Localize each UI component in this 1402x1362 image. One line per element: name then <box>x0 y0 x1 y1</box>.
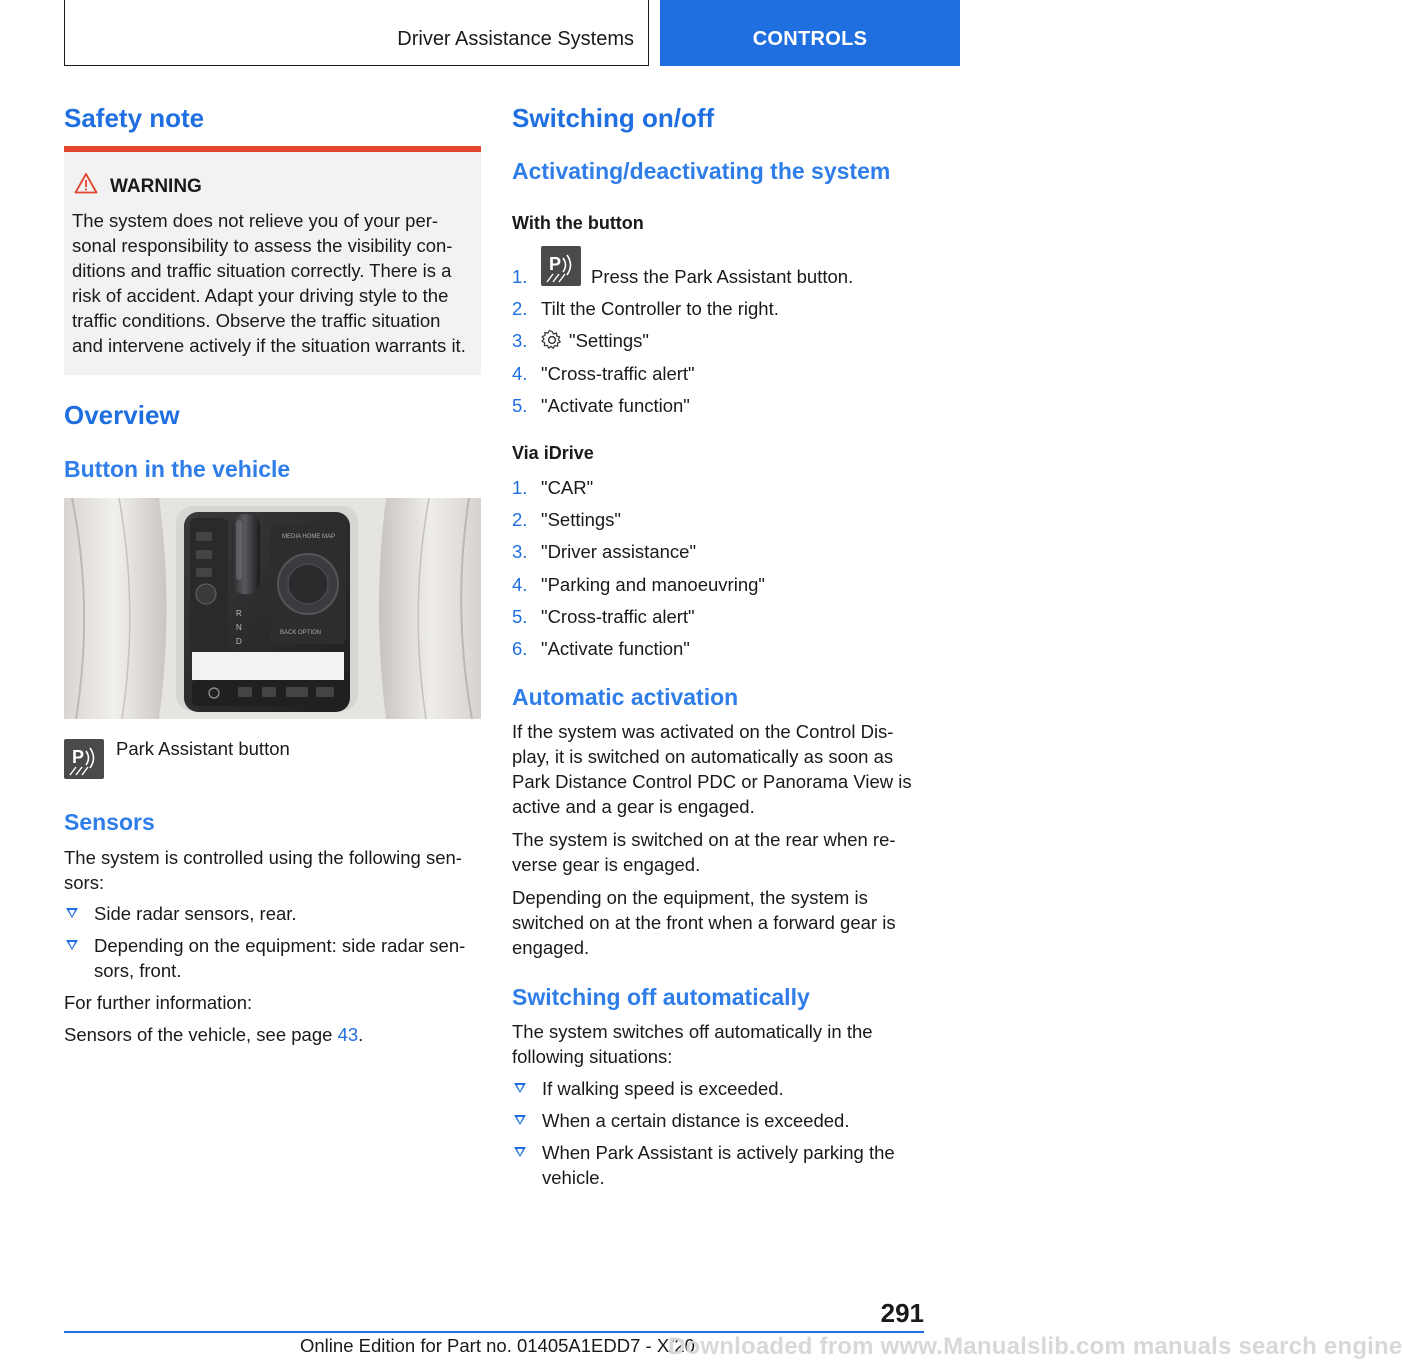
text-line: verse gear is engaged. <box>512 854 701 875</box>
header-chapter-tab[interactable] <box>660 0 960 66</box>
header-section-title: Driver Assistance Systems <box>397 28 634 50</box>
step-text: "Cross-traffic alert" <box>541 362 695 384</box>
svg-text:P: P <box>549 254 562 274</box>
list-item-text: vehicle. <box>542 1167 605 1188</box>
list-item-text: Depending on the equipment: side radar sen- <box>94 935 466 956</box>
step-number: 3. <box>512 541 528 563</box>
with-button-subheading: With the button <box>512 213 644 233</box>
list-item-text: sors, front. <box>94 960 182 981</box>
further-info: For further information: <box>64 992 253 1013</box>
activating-heading: Activating/deactivating the system <box>512 158 891 184</box>
step-text: "Settings" <box>541 509 621 531</box>
button-in-vehicle-heading: Button in the vehicle <box>64 456 291 482</box>
step-number: 4. <box>512 573 528 595</box>
button-steps-list <box>512 264 924 425</box>
svg-text:D: D <box>236 637 242 646</box>
text-line: play, it is switched on automatically as soon as <box>512 746 894 767</box>
text-line: following situations: <box>512 1046 673 1067</box>
step-text: Tilt the Controller to the right. <box>541 298 779 320</box>
step-number: 1. <box>512 477 528 498</box>
header-chapter-label: CONTROLS <box>752 28 868 50</box>
sensors-intro-line: The system is controlled using the following sen- <box>64 847 462 868</box>
list-item-text: When a certain distance is exceeded. <box>542 1110 850 1131</box>
svg-text:R: R <box>236 609 242 618</box>
step-text: "Cross-traffic alert" <box>541 605 695 627</box>
sensors-intro-line: sors: <box>64 872 105 893</box>
warning-line: and intervene actively if the situation warrants it. <box>72 335 466 356</box>
text-line: The system is switched on at the rear when re- <box>512 829 896 850</box>
list-item <box>512 636 924 668</box>
svg-text:N: N <box>236 623 242 632</box>
list-item <box>512 393 924 425</box>
step-number: 1. <box>512 266 528 287</box>
step-text: "Driver assistance" <box>541 541 697 563</box>
step-number: 5. <box>512 605 528 627</box>
list-item <box>512 475 924 507</box>
page-number: 291 <box>880 1298 924 1328</box>
warning-line: ditions and traffic situation correctly. There is a <box>72 260 452 281</box>
step-number: 3. <box>512 330 528 352</box>
see-page-text: Sensors of the vehicle, see page <box>64 1024 338 1045</box>
step-number: 4. <box>512 362 528 384</box>
list-item <box>512 604 924 636</box>
list-item <box>512 264 924 296</box>
off-list <box>512 1076 924 1197</box>
see-page-ref <box>64 1022 363 1047</box>
list-item-text: If walking speed is exceeded. <box>542 1078 784 1099</box>
text-line: active and a gear is engaged. <box>512 796 755 817</box>
warning-line: The system does not relieve you of your per- <box>72 210 439 231</box>
text-line: Depending on the equipment, the system is <box>512 887 868 908</box>
step-text: Press the Park Assistant button. <box>591 266 854 287</box>
text-line: The system switches off automatically in the <box>512 1021 873 1042</box>
switching-off-heading: Switching off automatically <box>512 984 810 1010</box>
park-assistant-icon <box>64 739 104 779</box>
text-line: If the system was activated on the Control Dis- <box>512 721 894 742</box>
bullet-triangle-icon <box>66 908 78 918</box>
step-number: 6. <box>512 637 528 659</box>
sensors-heading: Sensors <box>64 809 155 835</box>
list-item <box>512 296 924 328</box>
warning-line: traffic conditions. Observe the traffic situation <box>72 310 441 331</box>
warning-triangle-icon <box>74 172 98 194</box>
sensors-list <box>64 901 481 990</box>
step-text: "CAR" <box>541 477 594 498</box>
text-line: switched on at the front when a forward gear is <box>512 912 896 933</box>
step-number: 2. <box>512 509 528 531</box>
text-line: Park Distance Control PDC or Panorama View is <box>512 771 912 792</box>
list-item <box>64 933 481 983</box>
auto-paragraph-3 <box>512 885 924 960</box>
switching-heading: Switching on/off <box>512 103 715 133</box>
list-item <box>64 901 481 926</box>
step-text: "Parking and manoeuvring" <box>541 573 765 595</box>
automatic-activation-heading: Automatic activation <box>512 684 739 710</box>
list-item-text: When Park Assistant is actively parking the <box>542 1142 895 1163</box>
bullet-triangle-icon <box>514 1083 526 1093</box>
step-number: 2. <box>512 298 528 320</box>
gear-icon <box>541 329 563 351</box>
step-text: "Settings" <box>569 330 649 352</box>
list-item <box>512 1076 924 1101</box>
svg-text:MEDIA HOME MAP: MEDIA HOME MAP <box>282 534 336 540</box>
idrive-steps-list <box>512 475 924 668</box>
list-item-text: Side radar sensors, rear. <box>94 903 297 924</box>
edition-note: Online Edition for Part no. 01405A1EDD7 - X/20 <box>300 1335 695 1356</box>
svg-text:P: P <box>72 747 85 767</box>
auto-paragraph-2 <box>512 827 924 877</box>
step-text: "Activate function" <box>541 637 690 659</box>
list-item <box>512 1140 924 1190</box>
warning-text <box>72 208 477 358</box>
bullet-triangle-icon <box>514 1147 526 1157</box>
warning-line: risk of accident. Adapt your driving style to the <box>72 285 449 306</box>
warning-box <box>64 146 481 375</box>
safety-note-heading: Safety note <box>64 103 205 133</box>
page-link[interactable]: 43 <box>337 1024 359 1045</box>
auto-paragraph-1 <box>512 719 924 819</box>
see-page-suffix: . <box>358 1024 364 1045</box>
list-item <box>512 572 924 604</box>
via-idrive-subheading: Via iDrive <box>512 443 594 463</box>
sensors-intro <box>64 845 462 895</box>
list-item <box>512 1108 924 1133</box>
center-console-illustration <box>64 498 481 719</box>
warning-label: WARNING <box>110 176 202 197</box>
off-paragraph <box>512 1019 924 1069</box>
park-assistant-caption: Park Assistant button <box>116 738 290 759</box>
list-item <box>512 507 924 539</box>
bullet-triangle-icon <box>66 940 78 950</box>
header-section-box <box>64 0 649 66</box>
warning-line: sonal responsibility to assess the visibility con- <box>72 235 453 256</box>
step-text: "Activate function" <box>541 394 690 416</box>
overview-heading: Overview <box>64 400 180 430</box>
bullet-triangle-icon <box>514 1115 526 1125</box>
svg-text:BACK OPTION: BACK OPTION <box>280 630 322 636</box>
list-item <box>512 328 924 360</box>
center-console-photo <box>64 498 481 719</box>
list-item <box>512 539 924 571</box>
watermark: Downloaded from www.Manualslib.com manuals search engine <box>668 1333 1402 1360</box>
step-number: 5. <box>512 394 528 416</box>
list-item <box>512 361 924 393</box>
text-line: engaged. <box>512 937 590 958</box>
